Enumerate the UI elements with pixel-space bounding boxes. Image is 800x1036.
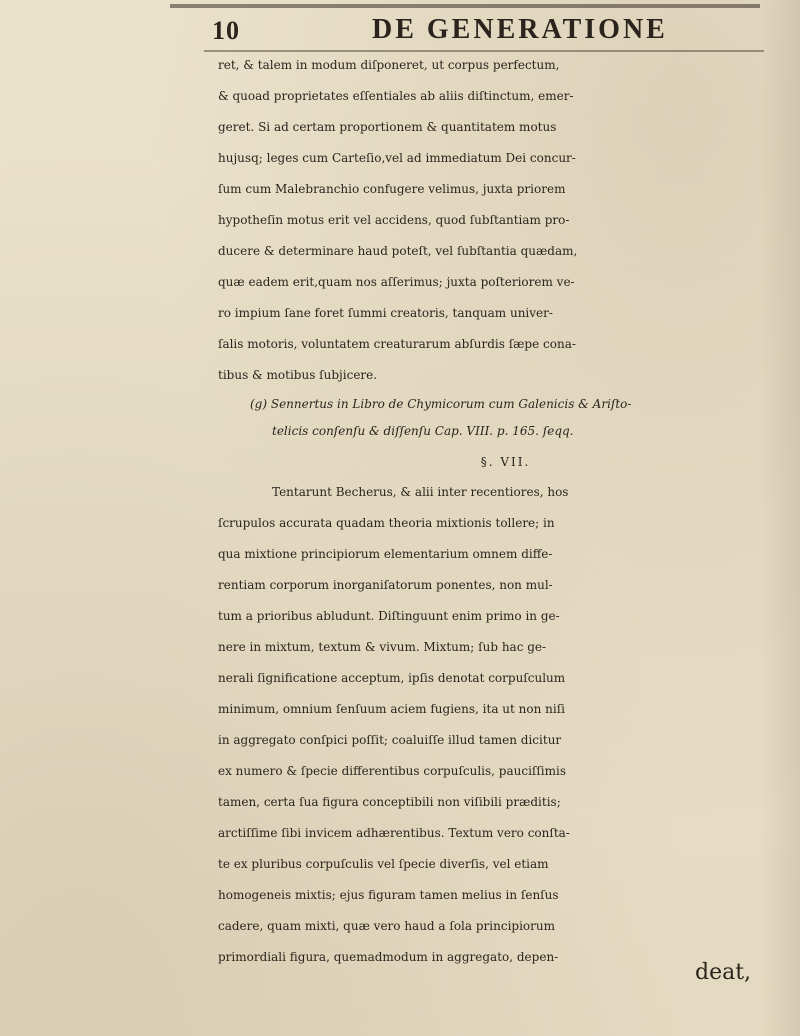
text-line: ro impium ſane foret ſummi creatoris, tanquam univer- [218,306,553,320]
text-line: cadere, quam mixti, quæ vero haud a ſola principiorum [218,919,555,933]
text-line: hujusq; leges cum Carteſio,vel ad immediatum Dei concur- [218,151,576,165]
body-text [218,50,793,973]
text-line: ſalis motoris, voluntatem creaturarum abſurdis ſæpe cona- [218,337,576,351]
text-line: primordiali figura, quemadmodum in aggregato, depen- [218,950,559,964]
text-line: qua mixtione principiorum elementarium omnem diffe- [218,547,553,561]
footnote-line: telicis conſenſu & diſſenſu Cap. VIII. p. 165. ſeqq. [272,424,574,438]
text-line: ex numero & ſpecie differentibus corpuſculis, pauciſſimis [218,764,567,778]
text-line: rentiam corporum inorganiſatorum ponentes, non mul- [218,578,553,592]
text-line: in aggregato conſpici poſſit; coaluiſſe illud tamen dicitur [218,733,562,747]
text-line: hypotheſin motus erit vel accidens, quod ſubſtantiam pro- [218,213,570,227]
text-line: quæ eadem erit,quam nos aſſerimus; juxta poſteriorem ve- [218,275,575,289]
footnote-line: (g) Sennertus in Libro de Chymicorum cum Galenicis & Ariſto- [250,397,632,411]
text-line: Tentarunt Becherus, & alii inter recentiores, hos [272,485,569,499]
text-line: nere in mixtum, textum & vivum. Mixtum; ſub hac ge- [218,640,547,654]
text-line: tamen, certa ſua figura conceptibili non viſibili præditis; [218,795,561,809]
text-line: ſum cum Malebranchio confugere velimus, juxta priorem [218,182,566,196]
text-line: ſcrupulos accurata quadam theoria mixtionis tollere; in [218,516,555,530]
text-line: arctiſſime ſibi invicem adhærentibus. Textum vero conſta- [218,826,570,840]
catchword: deat, [695,960,752,985]
section-heading: §. VII. [480,455,531,469]
text-line: tum a prioribus abludunt. Diſtinguunt enim primo in ge- [218,609,560,623]
text-line: & quoad proprietates eſſentiales ab aliis diſtinctum, emer- [218,89,574,103]
text-line: geret. Si ad certam proportionem & quantitatem motus [218,120,557,134]
text-line: ret, & talem in modum diſponeret, ut corpus perfectum, [218,58,560,72]
text-line: ducere & determinare haud poteſt, vel ſubſtantia quædam, [218,244,578,258]
running-title: DE GENERATIONE [372,14,668,45]
text-line: te ex pluribus corpuſculis vel ſpecie diverſis, vel etiam [218,857,549,871]
page-header [0,8,800,48]
text-line: nerali ſignificatione acceptum, ipſis denotat corpuſculum [218,671,566,685]
page-number: 10 [212,16,240,45]
text-line: minimum, omnium ſenſuum aciem fugiens, ita ut non niſi [218,702,566,716]
text-line: tibus & motibus ſubjicere. [218,368,378,382]
text-line: homogeneis mixtis; ejus figuram tamen melius in ſenſus [218,888,559,902]
